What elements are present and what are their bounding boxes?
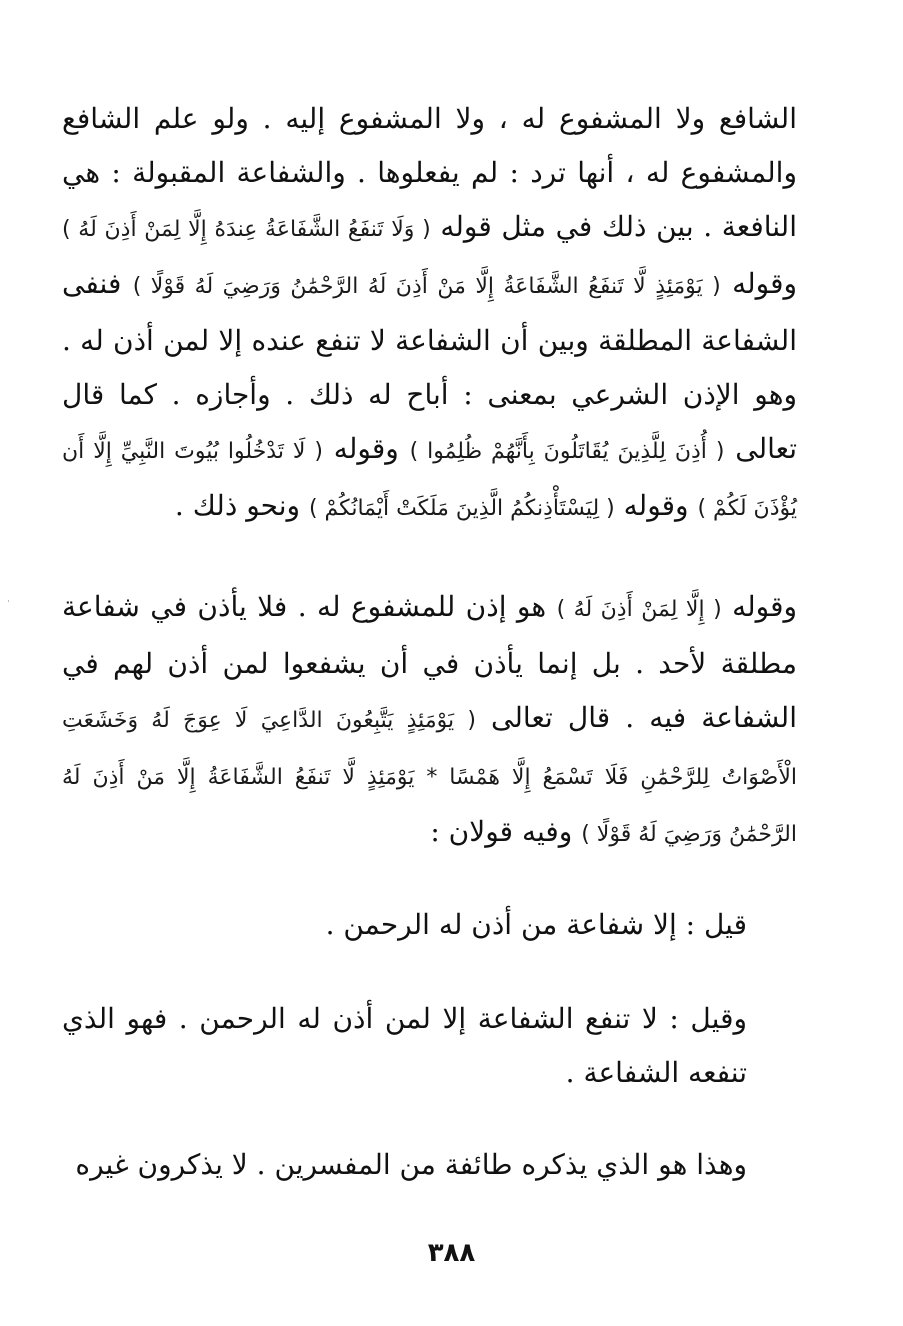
paragraph-2 xyxy=(62,580,797,862)
paragraph-text: وقوله xyxy=(721,590,797,623)
quran-verse: ( أُذِنَ لِلَّذِينَ يُقَاتَلُونَ بِأَنَّهُمْ ظُلِمُوا ) xyxy=(409,439,725,464)
paragraph-5 xyxy=(62,1138,797,1192)
paragraph-4 xyxy=(62,992,797,1100)
paragraph-text: وقوله xyxy=(322,432,399,465)
paragraph-text: وقيل : لا تنفع الشفاعة إلا لمن أذن له الرحمن . فهو الذي تنفعه الشفاعة . xyxy=(62,1002,747,1089)
page-body xyxy=(62,92,797,1192)
page-number: ٣٨٨ xyxy=(427,1238,476,1268)
paragraph-text: فنفى الشفاعة المطلقة وبين أن الشفاعة لا تنفع عنده إلا لمن أذن له . وهو الإذن الشرعي بمعنى : أباح له ذلك . وأجازه . كما قال تعالى xyxy=(62,267,797,465)
quran-verse: ( إِلَّا لِمَنْ أَذِنَ لَهُ ) xyxy=(556,597,722,622)
quran-verse: ( وَلَا تَنفَعُ الشَّفَاعَةُ عِندَهُ إِلَّا لِمَنْ أَذِنَ لَهُ ) xyxy=(62,217,431,242)
paragraph-text: وقوله xyxy=(720,267,797,300)
quran-verse: ( يَوْمَئِذٍ يَتَّبِعُونَ الدَّاعِيَ لَا عِوَجَ لَهُ وَخَشَعَتِ الْأَصْوَاتُ لِلرَّحْمَٰنِ فَلَا تَسْمَعُ إِلَّا هَمْسًا * يَوْمَئِذٍ لَّا تَنفَعُ الشَّفَاعَةُ إِلَّا مَنْ أَذِنَ لَهُ الرَّحْمَٰنُ وَرَضِيَ لَهُ قَوْلًا ) xyxy=(62,708,797,847)
paragraph-text: هو إذن للمشفوع له . فلا يأذن في شفاعة مطلقة لأحد . بل إنما يأذن في أن يشفعوا لمن أذن لهم في الشفاعة فيه . قال تعالى xyxy=(62,590,797,734)
paragraph-text: وقوله xyxy=(614,489,689,522)
paragraph-1 xyxy=(62,92,797,536)
quran-verse: ( لَا تَدْخُلُوا بُيُوتَ النَّبِيِّ إِلَّا أَن يُؤْذَنَ لَكُمْ ) xyxy=(62,439,797,521)
paragraph-text: الشافع ولا المشفوع له ، ولا المشفوع إليه . ولو علم الشافع والمشفوع له ، أنها ترد : لم يفعلوها . والشفاعة المقبولة : هي النافعة . بين ذلك في مثل قوله xyxy=(62,102,797,243)
paragraph-3 xyxy=(62,898,797,952)
paragraph-text: وهذا هو الذي يذكره طائفة من المفسرين . لا يذكرون غيره xyxy=(75,1148,747,1181)
scan-edge-mark xyxy=(8,600,9,602)
paragraph-text: وفيه قولان : xyxy=(430,815,573,848)
quran-verse: ( لِيَسْتَأْذِنكُمُ الَّذِينَ مَلَكَتْ أَيْمَانُكُمْ ) xyxy=(308,496,615,521)
paragraph-text: ونحو ذلك . xyxy=(174,489,301,522)
paragraph-text: قيل : إلا شفاعة من أذن له الرحمن . xyxy=(325,908,747,941)
quran-verse: ( يَوْمَئِذٍ لَّا تَنفَعُ الشَّفَاعَةُ إِلَّا مَنْ أَذِنَ لَهُ الرَّحْمَٰنُ وَرَضِيَ لَهُ قَوْلًا ) xyxy=(132,274,721,299)
